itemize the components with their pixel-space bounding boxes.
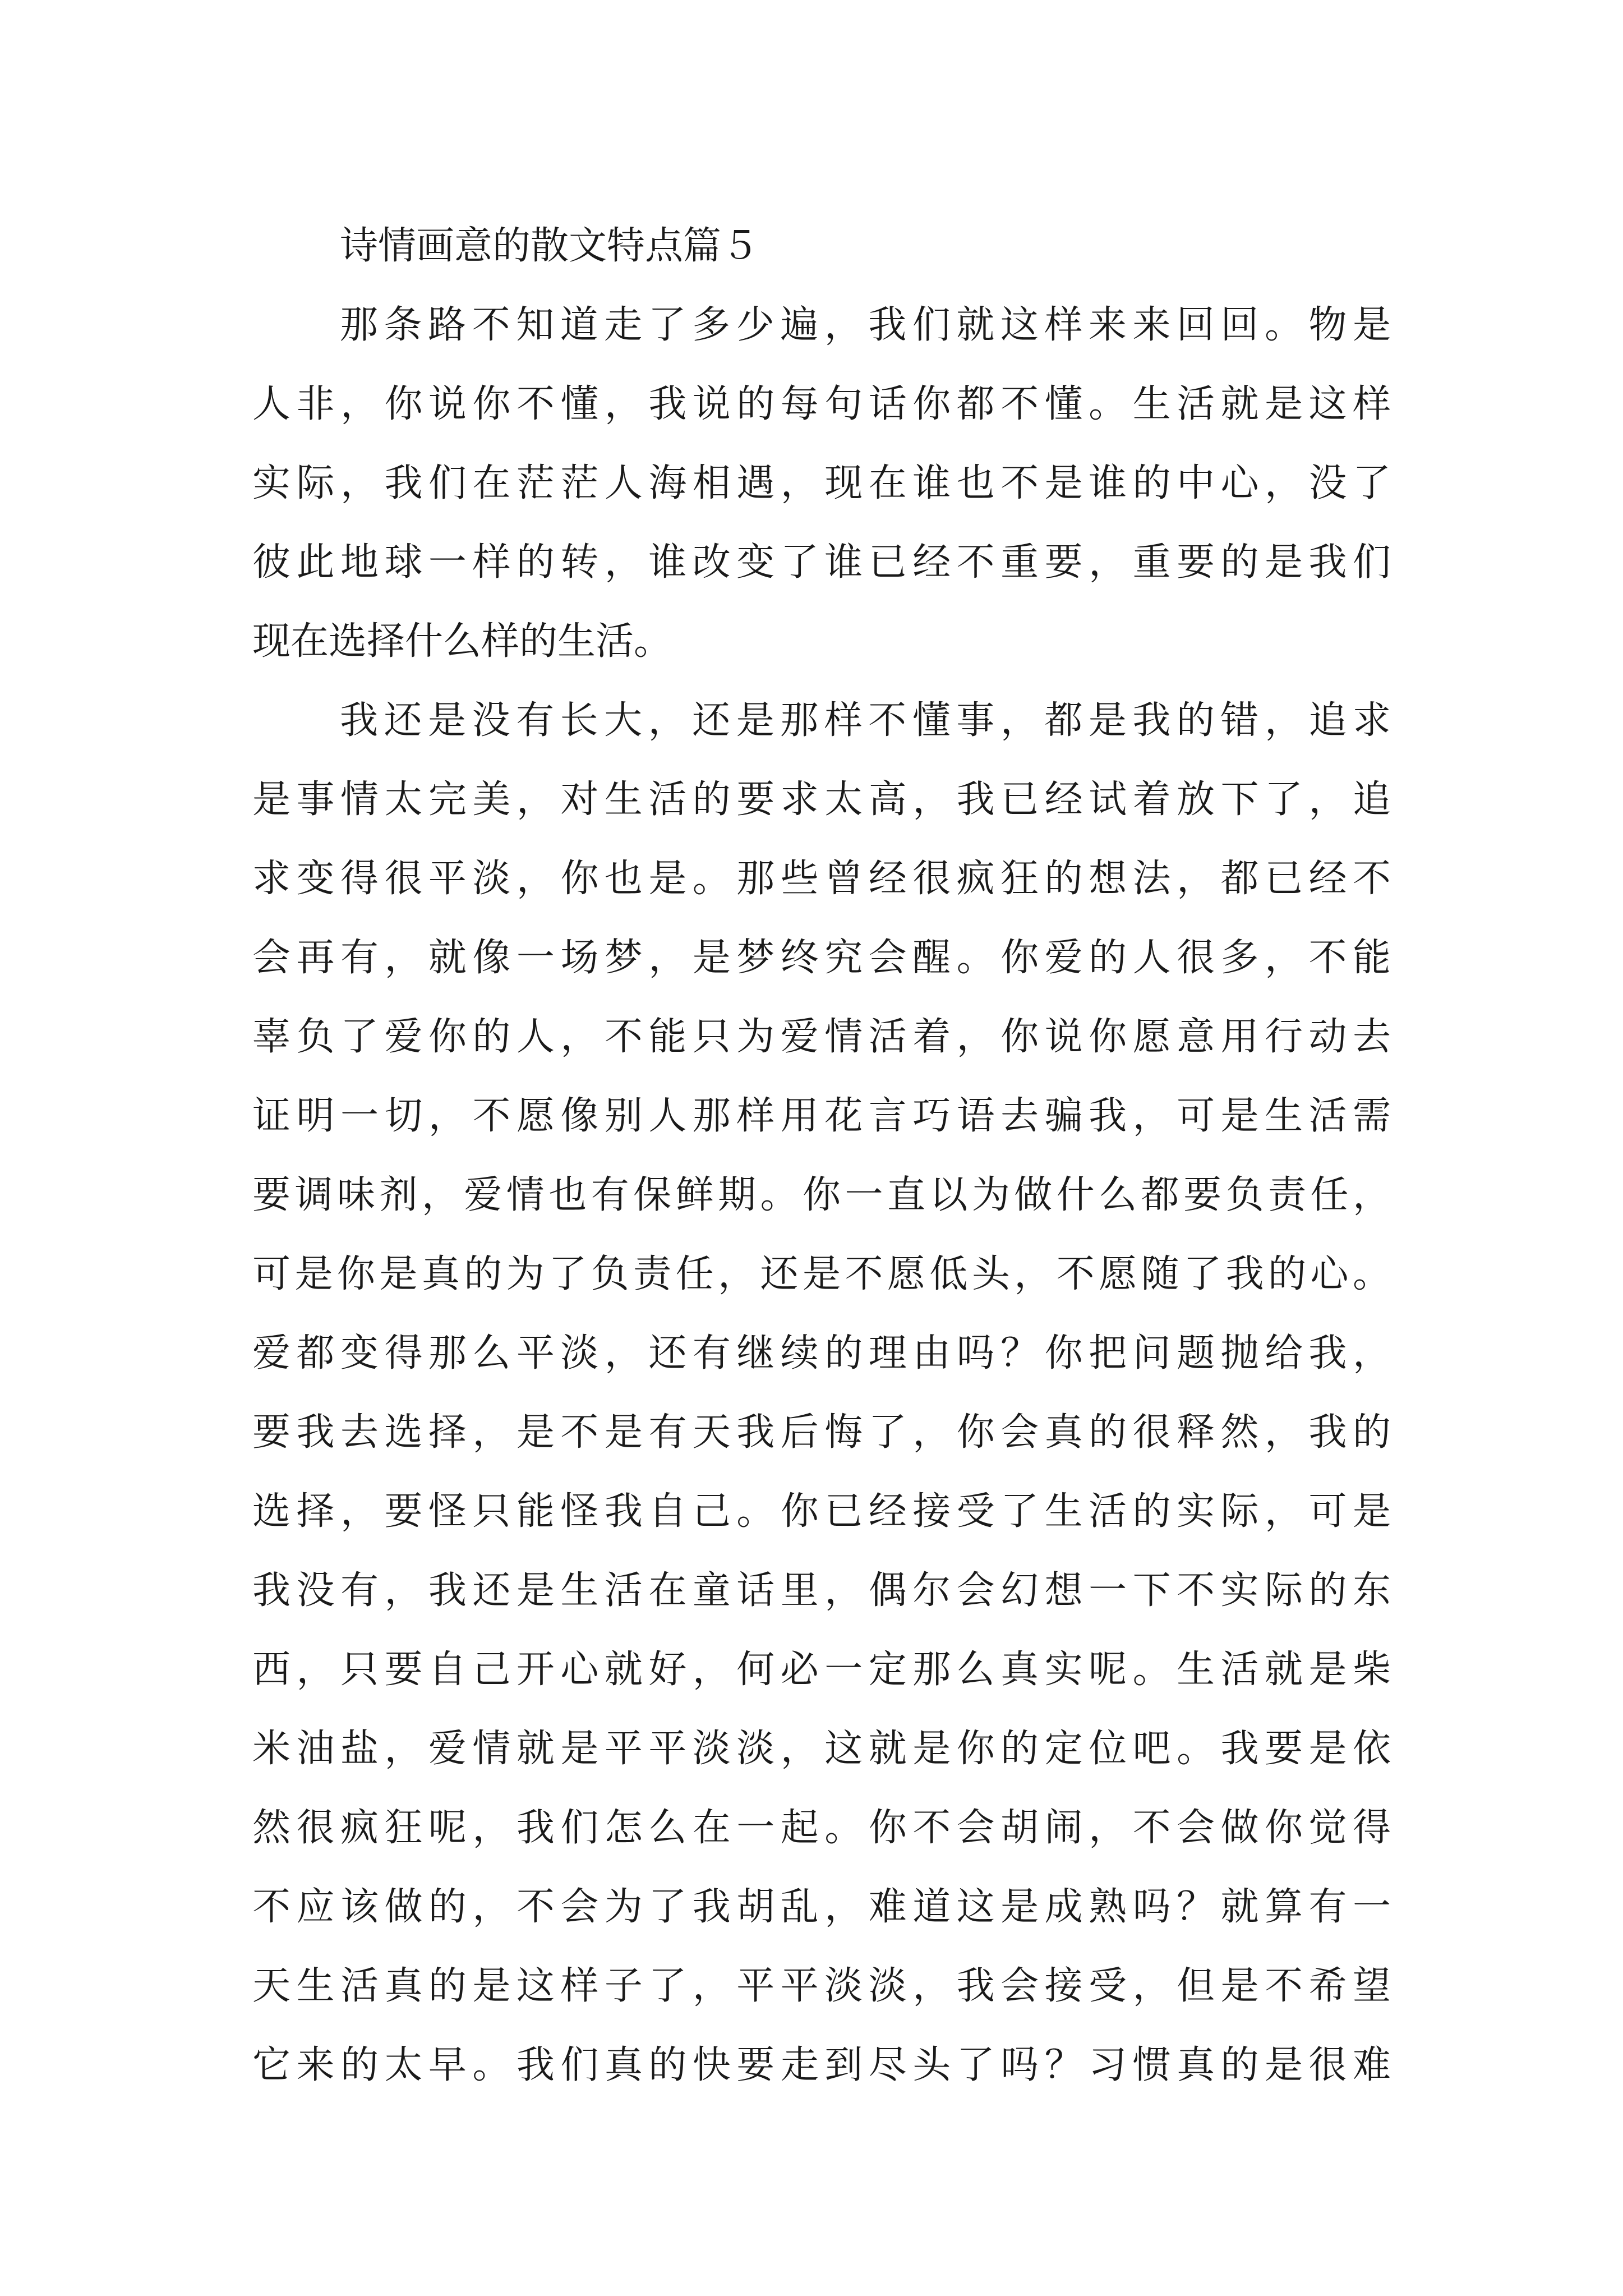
paragraph-line: 选择，要怪只能怪我自己。你已经接受了生活的实际，可是	[252, 1489, 1391, 1534]
document-body	[252, 206, 1391, 2105]
paragraph-2	[252, 681, 1391, 2105]
paragraph-line: 那条路不知道走了多少遍，我们就这样来来回回。物是	[340, 303, 1391, 347]
paragraph-line: 不应该做的，不会为了我胡乱，难道这是成熟吗？就算有一	[252, 1885, 1391, 1929]
paragraph-line: 现在选择什么样的生活。	[252, 619, 672, 664]
paragraph-line: 天生活真的是这样子了，平平淡淡，我会接受，但是不希望	[252, 1964, 1391, 2008]
paragraph-line: 彼此地球一样的转，谁改变了谁已经不重要，重要的是我们	[252, 540, 1391, 585]
document-title: 诗情画意的散文特点篇５	[340, 224, 760, 268]
paragraph-line: 西，只要自己开心就好，何必一定那么真实呢。生活就是柴	[252, 1648, 1391, 1692]
paragraph-line: 然很疯狂呢，我们怎么在一起。你不会胡闹，不会做你觉得	[252, 1806, 1391, 1850]
paragraph-line: 人非，你说你不懂，我说的每句话你都不懂。生活就是这样	[252, 382, 1391, 426]
paragraph-line: 实际，我们在茫茫人海相遇，现在谁也不是谁的中心，没了	[252, 461, 1391, 505]
paragraph-line: 求变得很平淡，你也是。那些曾经很疯狂的想法，都已经不	[252, 857, 1391, 901]
paragraph-line: 辜负了爱你的人，不能只为爱情活着，你说你愿意用行动去	[252, 1015, 1391, 1059]
paragraph-line: 我没有，我还是生活在童话里，偶尔会幻想一下不实际的东	[252, 1568, 1391, 1613]
paragraph-line: 米油盐，爱情就是平平淡淡，这就是你的定位吧。我要是依	[252, 1727, 1391, 1771]
paragraph-line: 会再有，就像一场梦，是梦终究会醒。你爱的人很多，不能	[252, 936, 1391, 980]
paragraph-line: 我还是没有长大，还是那样不懂事，都是我的错，追求	[340, 698, 1391, 743]
paragraph-line: 爱都变得那么平淡，还有继续的理由吗？你把问题抛给我，	[252, 1331, 1391, 1375]
paragraph-line: 要我去选择，是不是有天我后悔了，你会真的很释然，我的	[252, 1410, 1391, 1455]
paragraph-1	[252, 286, 1391, 681]
paragraph-line: 可是你是真的为了负责任，还是不愿低头，不愿随了我的心。	[252, 1252, 1391, 1296]
paragraph-line: 要调味剂，爱情也有保鲜期。你一直以为做什么都要负责任，	[252, 1173, 1391, 1217]
paragraph-line: 证明一切，不愿像别人那样用花言巧语去骗我，可是生活需	[252, 1094, 1391, 1138]
paragraph-line: 是事情太完美，对生活的要求太高，我已经试着放下了，追	[252, 777, 1391, 822]
paragraph-line: 它来的太早。我们真的快要走到尽头了吗？习惯真的是很难	[252, 2043, 1391, 2087]
